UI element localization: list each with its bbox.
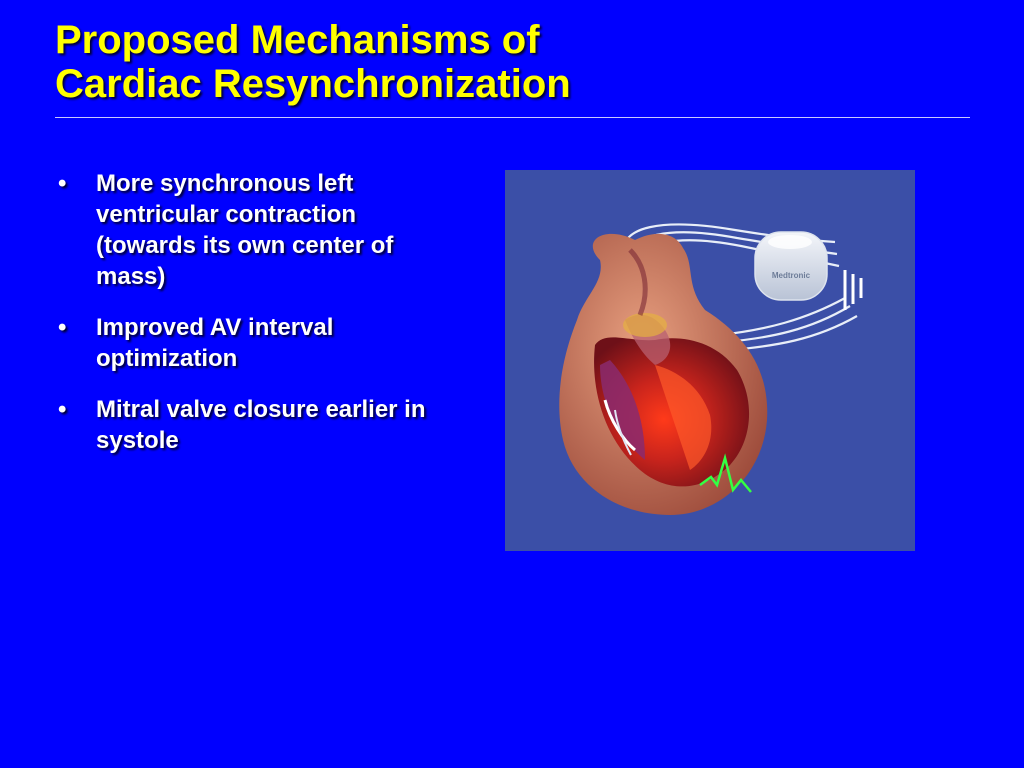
pacemaker-device: [755, 232, 861, 310]
bullet-text: More synchronous left ventricular contraction (towards its own center of mass): [96, 170, 394, 290]
bullet-item: [55, 312, 435, 374]
slide-title: [55, 18, 955, 106]
heart-pacemaker-graphic: [505, 170, 915, 551]
title-line-1: Proposed Mechanisms of: [55, 18, 540, 62]
bullet-marker: •: [58, 170, 67, 197]
bullet-marker: •: [58, 314, 67, 341]
bullet-list: [55, 168, 435, 476]
bullet-text: Mitral valve closure earlier in systole: [96, 396, 426, 454]
device-brand-label: Medtronic: [771, 271, 811, 280]
bullet-marker: •: [58, 396, 67, 423]
title-line-2: Cardiac Resynchronization: [55, 62, 571, 106]
bullet-item: [55, 394, 435, 456]
bullet-text: Improved AV interval optimization: [96, 314, 334, 372]
bullet-item: [55, 168, 435, 292]
title-divider: [55, 117, 970, 118]
heart-graphic: [559, 234, 767, 515]
heart-pacemaker-illustration: [505, 170, 915, 551]
